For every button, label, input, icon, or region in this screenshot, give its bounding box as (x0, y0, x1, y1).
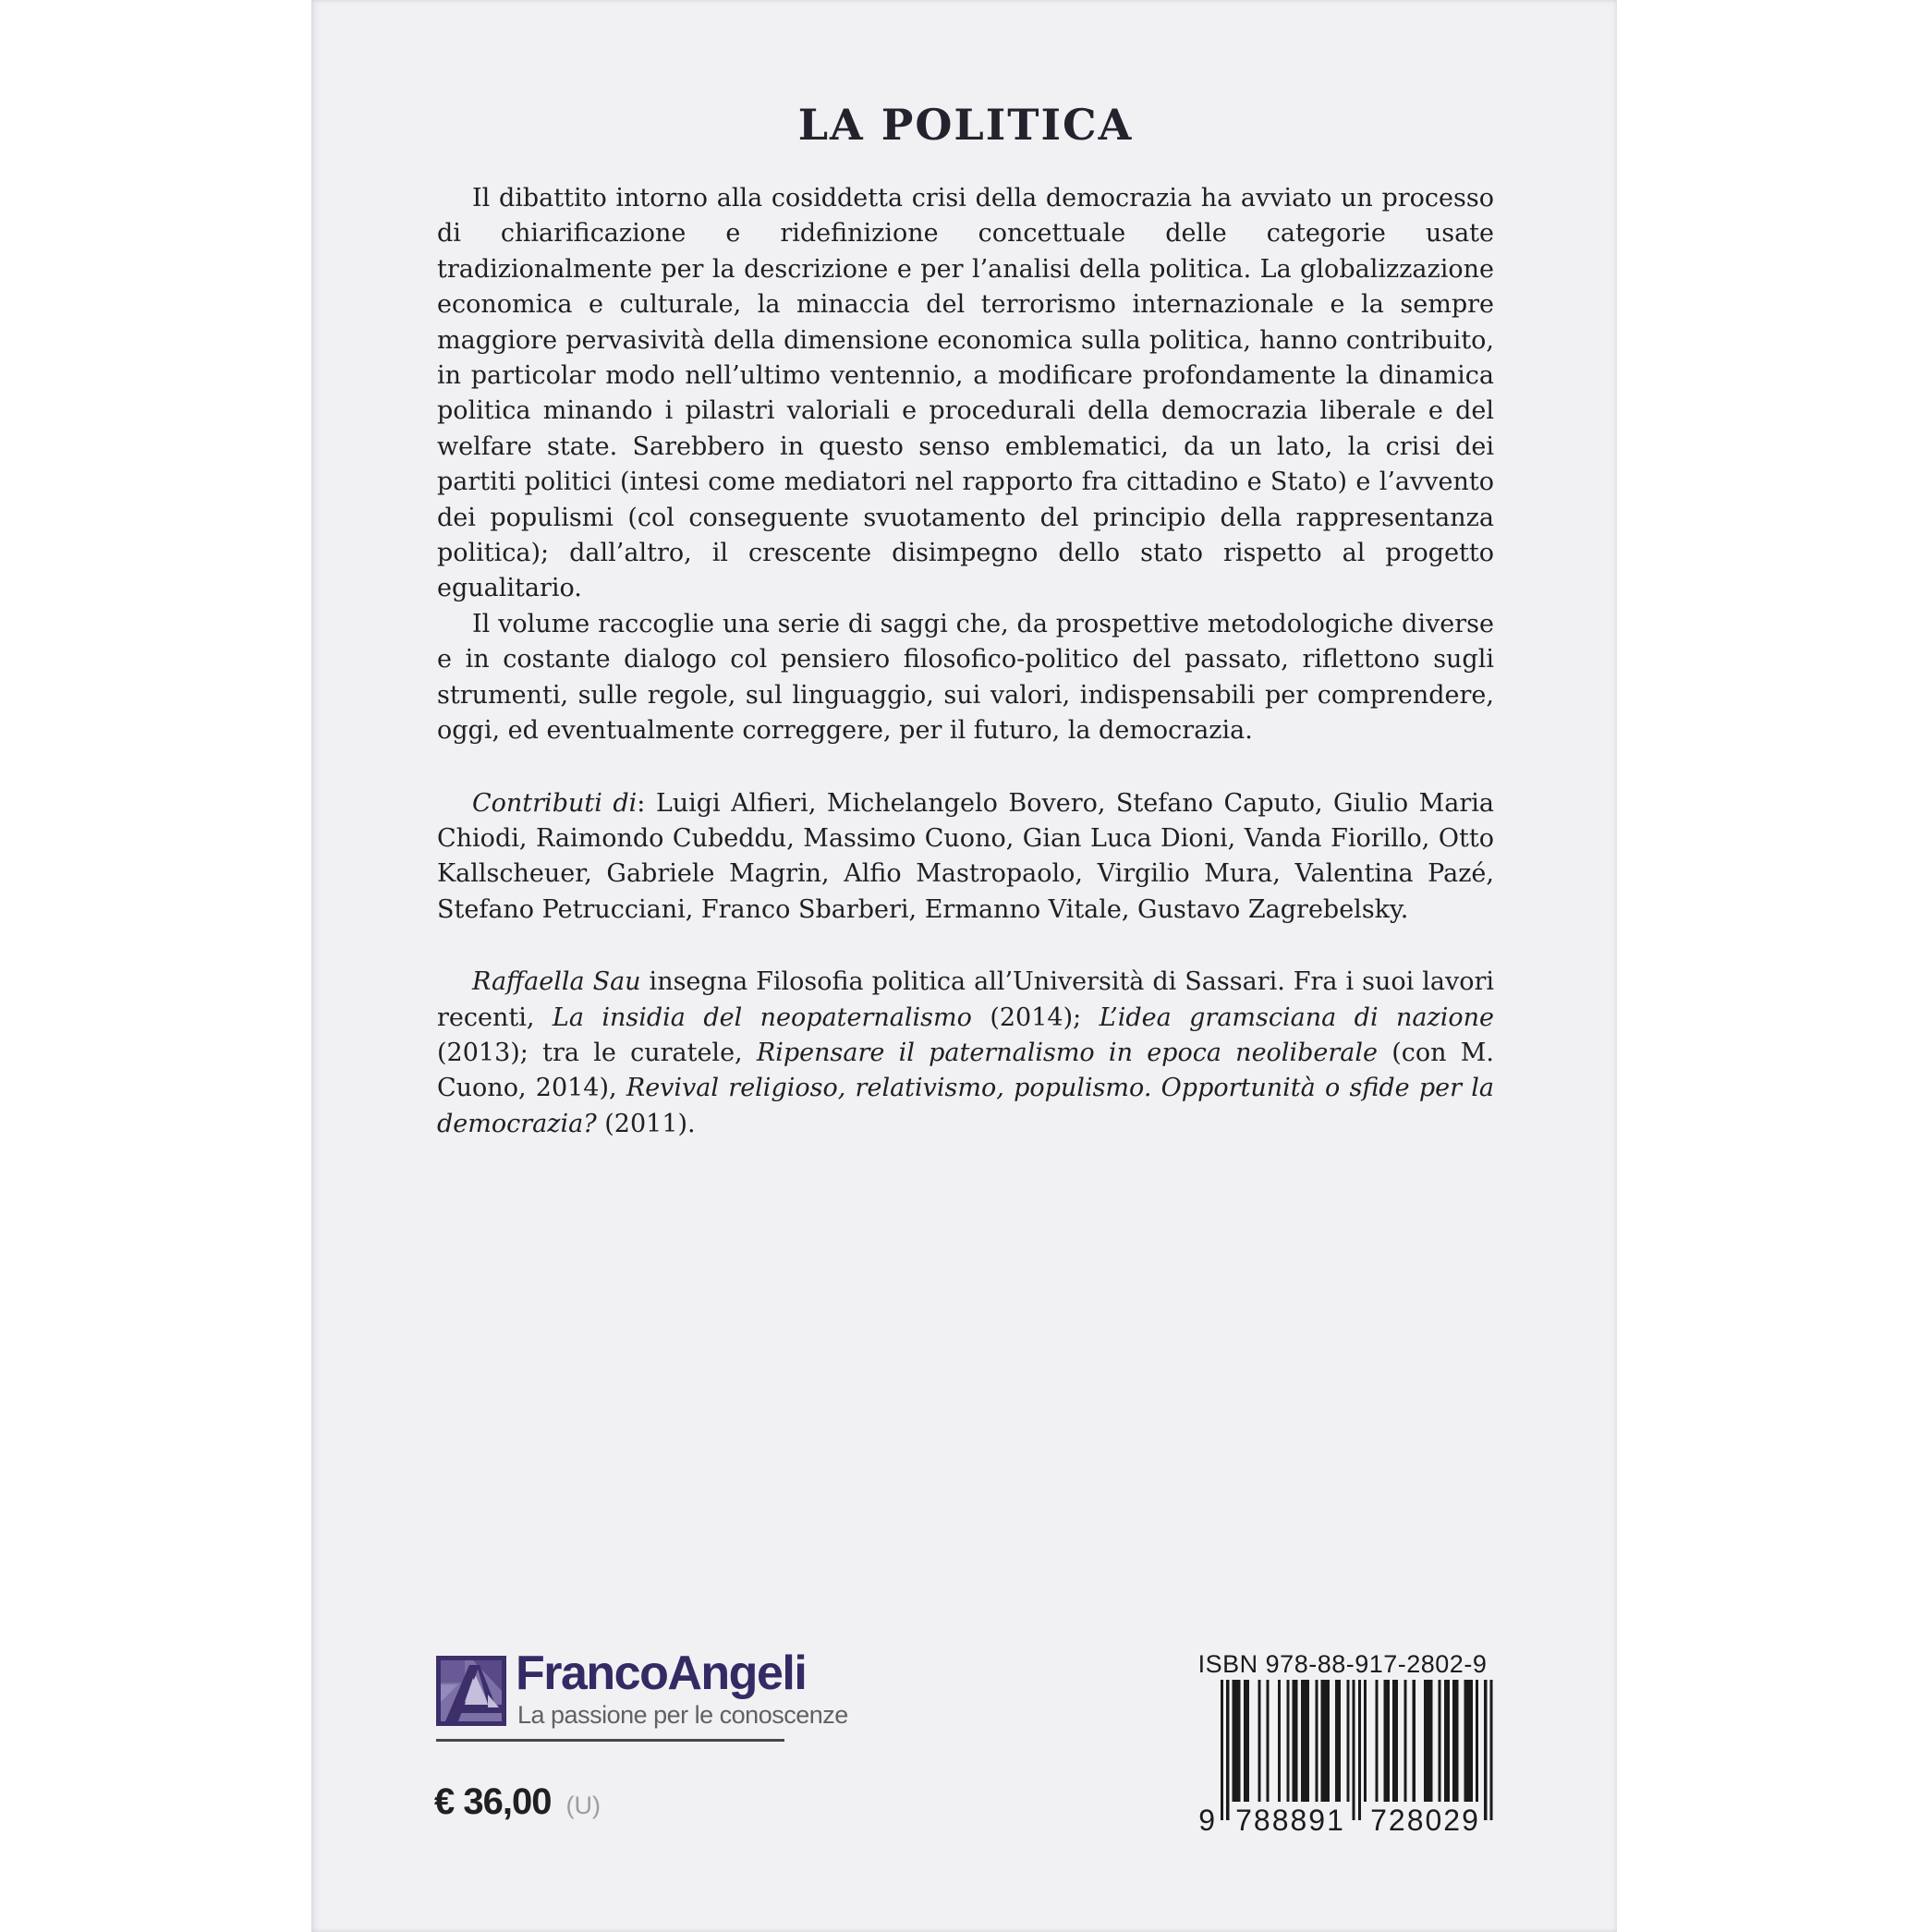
paragraph: Contributi di: Luigi Alfieri, Michelangelo Bovero, Stefano Caputo, Giulio Maria Chiodi, Raimondo Cubeddu, Massimo Cuono, Gian Luca Dioni, Vanda Fiorillo, Otto Kallscheuer, Gabriele Magrin, Alfio Mastropaolo, Virgilio Mura, Valentina Pazé, Stefano Petrucciani, Franco Sbarberi, Ermanno Vitale, Gustavo Zagrebelsky. (437, 788, 1495, 924)
barcode-digits-group2: 728029 (1370, 1804, 1480, 1837)
isbn-barcode-block (1185, 1650, 1500, 1844)
price (434, 1781, 601, 1823)
publisher-tagline: La passione per le conoscenze (517, 1701, 848, 1729)
publisher-divider (436, 1739, 784, 1742)
page-title: LA POLITICA (797, 100, 1134, 150)
isbn-label: ISBN 978-88-917-2802-9 (1197, 1650, 1488, 1678)
paragraph: Il volume raccoglie una serie di saggi che, da prospettive metodologiche diverse e in costante dialogo col pensiero filosofico-politico del passato, riflettono sugli strumenti, sulle regole, sul linguaggio, sui valori, indispensabili per comprendere, oggi, ed eventualmente correggere, per il futuro, la democrazia. (437, 609, 1494, 746)
barcode-digit-lead: 9 (1198, 1804, 1215, 1837)
publisher-name: FrancoAngeli (516, 1646, 807, 1700)
francoangeli-logo-icon (436, 1656, 506, 1726)
back-cover-text (437, 181, 1494, 1142)
price-amount: € 36,00 (434, 1781, 552, 1822)
paragraph: Raffaella Sau insegna Filosofia politica all’Università di Sassari. Fra i suoi lavori recenti, La insidia del neopaternalismo (2014); L’idea gramsciana di nazione (2013); tra le curatele, Ripensare il paternalismo in epoca neoliberale (con M. Cuono, 2014), Revival religioso, relativismo, populismo. Opportunità o sfide per la democrazia? (2011). (437, 967, 1494, 1138)
barcode-digits-group1: 788891 (1235, 1804, 1345, 1837)
ean13-barcode-icon (1221, 1680, 1493, 1820)
publisher-block (436, 1646, 848, 1745)
cover-page (311, 0, 1617, 1932)
paragraph: Il dibattito intorno alla cosiddetta crisi della democrazia ha avviato un processo di chiarificazione e ridefinizione concettuale delle categorie usate tradizionalmente per la descrizione e per l’analisi della politica. La globalizzazione economica e culturale, la minaccia del terrorismo internazionale e la sempre maggiore pervasività della dimensione economica sulla politica, hanno contribuito, in particolar modo nell’ultimo ventennio, a modificare profondamente la dinamica politica minando i pilastri valoriali e procedurali della democrazia liberale e del welfare state. Sarebbero in questo senso emblematici, da un lato, la crisi dei partiti politici (intesi come mediatori nel rapporto fra cittadino e Stato) e l’avvento dei populismi (col conseguente svuotamento del principio della rappresentanza politica); dall’altro, il crescente disimpegno dello stato rispetto al progetto egualitario. (437, 184, 1494, 603)
price-code: (U) (565, 1792, 601, 1819)
